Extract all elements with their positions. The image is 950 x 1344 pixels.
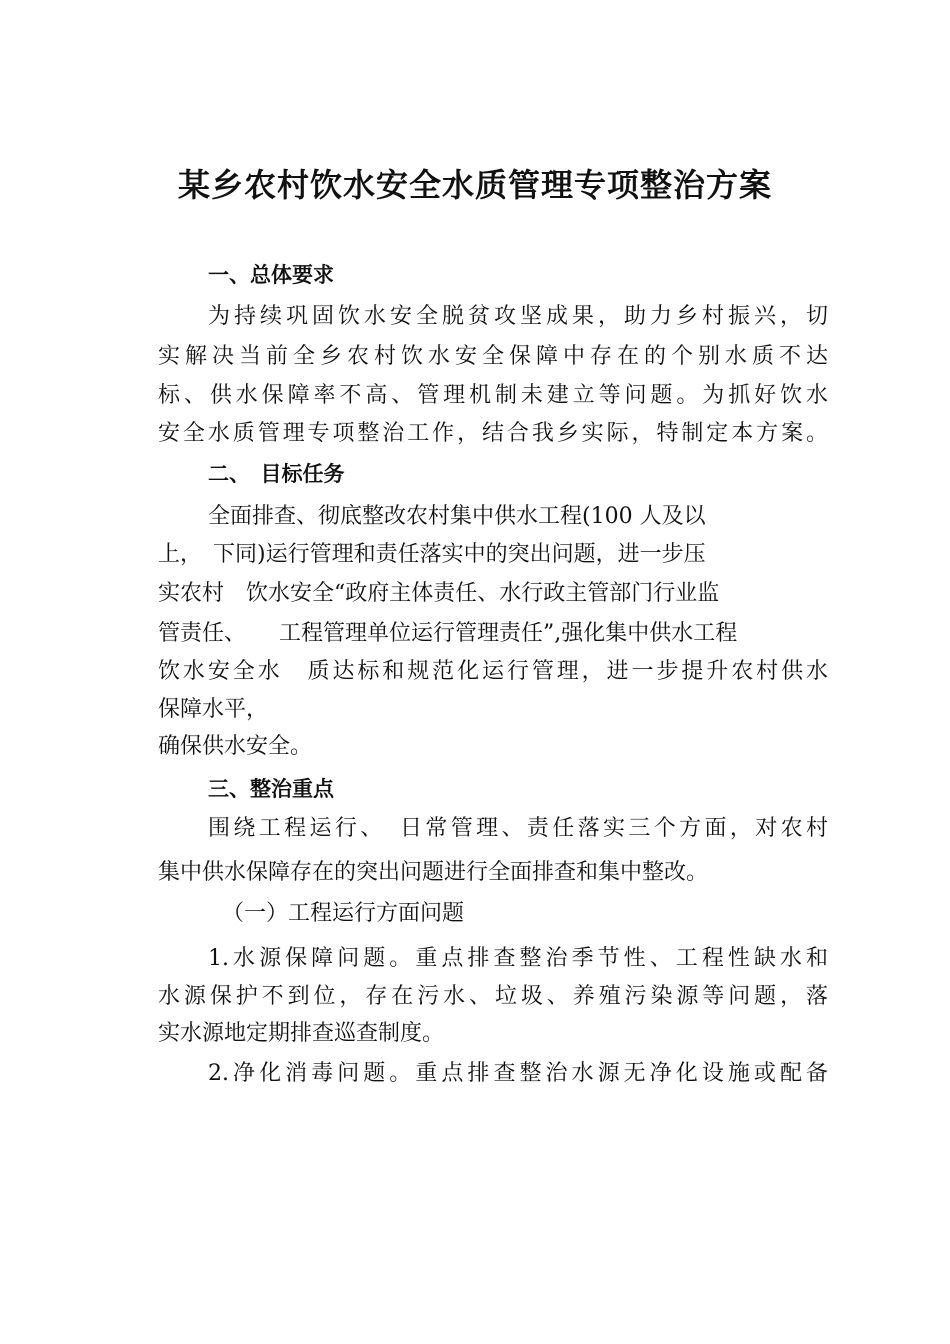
section-heading-key-rectification: 三、整治重点 — [208, 777, 334, 801]
paragraph-line: 实解决当前全乡农村饮水安全保障中存在的个别水质不达 — [158, 344, 828, 369]
subsection-heading: （一）工程运行方面问题 — [222, 901, 465, 926]
paragraph-line: 围绕工程运行、 日常管理、责任落实三个方面，对农村 — [208, 816, 828, 841]
section-heading-targets: 二、 目标任务 — [208, 462, 345, 486]
paragraph-line: 2.净化消毒问题。重点排查整治水源无净化设施或配备 — [208, 1061, 828, 1086]
paragraph-line: 上， 下同)运行管理和责任落实中的突出问题，进一步压 — [158, 542, 706, 567]
paragraph-line: 1.水源保障问题。重点排查整治季节性、工程性缺水和 — [208, 946, 828, 971]
paragraph-line: 标、供水保障率不高、管理机制未建立等问题。为抓好饮水 — [158, 383, 828, 408]
paragraph-line: 安全水质管理专项整治工作，结合我乡实际，特制定本方案。 — [158, 421, 828, 446]
paragraph-line: 为持续巩固饮水安全脱贫攻坚成果，助力乡村振兴，切 — [208, 304, 828, 329]
paragraph-line: 实农村 饮水安全“政府主体责任、水行政主管部门行业监 — [158, 581, 720, 606]
paragraph-line: 管责任、 工程管理单位运行管理责任”,强化集中供水工程 — [158, 621, 738, 646]
paragraph-line: 水源保护不到位，存在污水、垃圾、养殖污染源等问题，落 — [158, 984, 828, 1009]
document-title: 某乡农村饮水安全水质管理专项整治方案 — [177, 166, 772, 204]
section-heading-overall-requirements: 一、总体要求 — [208, 263, 334, 287]
paragraph-line: 集中供水保障存在的突出问题进行全面排查和集中整改。 — [158, 860, 709, 885]
paragraph-line: 实水源地定期排查巡查制度。 — [158, 1021, 445, 1046]
paragraph-line: 确保供水安全。 — [158, 734, 313, 759]
paragraph-line: 保障水平， — [158, 697, 269, 722]
paragraph-line: 饮水安全水 质达标和规范化运行管理，进一步提升农村供水 — [158, 659, 828, 684]
paragraph-line: 全面排查、彻底整改农村集中供水工程(100 人及以 — [208, 504, 706, 529]
